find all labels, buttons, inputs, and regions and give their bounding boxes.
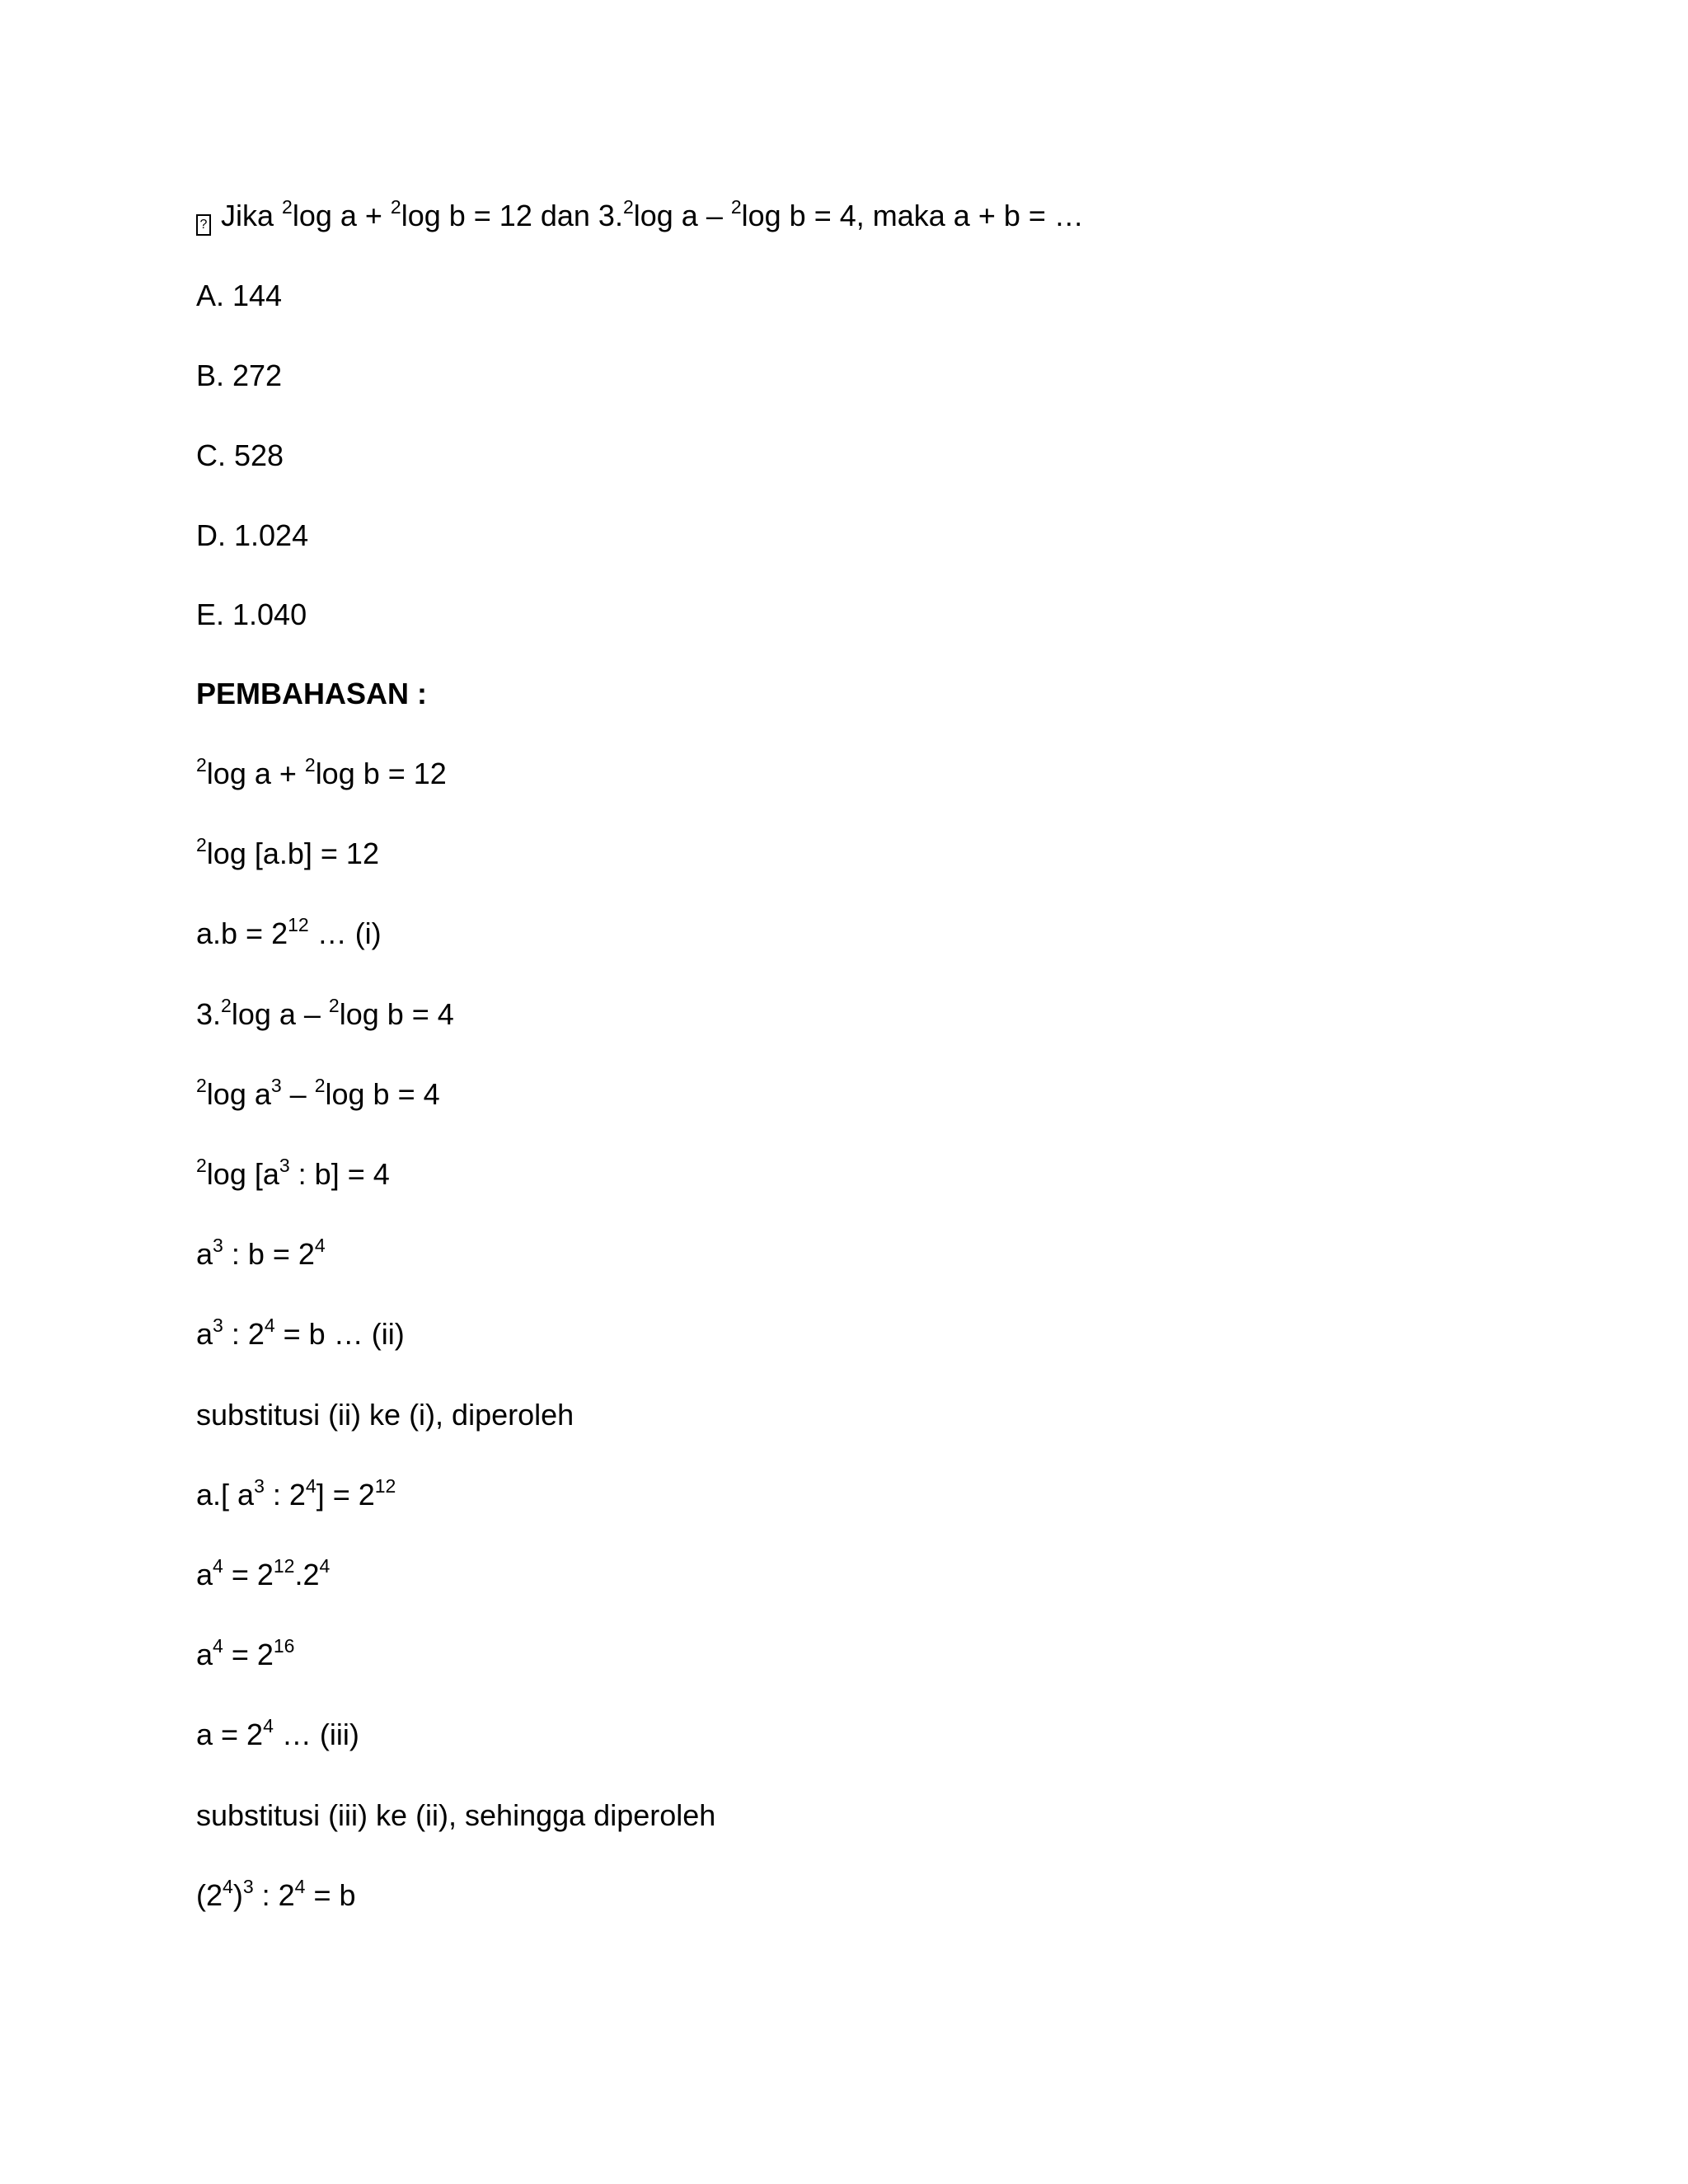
superscript: 2 (304, 754, 316, 776)
text-segment: : 2 (223, 1317, 265, 1351)
text-segment: log b = 4 (339, 997, 454, 1031)
text-segment: a (196, 1237, 213, 1271)
text-segment: = 2 (223, 1558, 274, 1591)
text-segment: log a – (231, 997, 329, 1031)
solution-step-line (196, 756, 447, 792)
option-d: D. 1.024 (196, 518, 309, 552)
option-b: B. 272 (196, 359, 283, 392)
superscript: 3 (270, 1075, 282, 1096)
superscript: 4 (213, 1635, 223, 1657)
text-segment: : b] = 4 (289, 1157, 390, 1191)
text-segment: log a + (292, 199, 391, 232)
text-segment: = b (305, 1878, 356, 1912)
superscript: 3 (279, 1155, 290, 1176)
solution-step-line (196, 1477, 396, 1513)
solution-step-line (196, 996, 454, 1033)
text-segment: = 2 (223, 1638, 274, 1671)
superscript: 4 (223, 1876, 233, 1897)
text-segment: .2 (294, 1558, 320, 1591)
superscript: 3 (213, 1315, 223, 1336)
text-segment: a = 2 (196, 1718, 264, 1751)
solution-step-line (196, 1156, 390, 1193)
text-segment: log a + (206, 757, 305, 790)
superscript: 2 (196, 834, 207, 855)
text-segment: a (196, 1638, 213, 1671)
text-segment: log b = 12 (315, 757, 447, 790)
solution-step-line (196, 916, 382, 952)
superscript: 2 (622, 196, 634, 218)
text-segment: log b = 12 dan 3. (401, 199, 623, 232)
text-segment: substitusi (iii) ke (ii), sehingga diperoleh (196, 1798, 716, 1832)
superscript: 4 (319, 1555, 331, 1577)
solution-step-line (196, 1877, 356, 1914)
solution-step-line (196, 1557, 330, 1593)
text-segment: a (196, 1317, 213, 1351)
superscript: 4 (305, 1475, 316, 1497)
superscript: 2 (221, 995, 232, 1016)
superscript: 2 (390, 196, 401, 218)
solution-step-line (196, 836, 379, 872)
text-segment: – (281, 1077, 315, 1111)
solution-step-line (196, 1076, 440, 1113)
text-segment: : 2 (253, 1878, 295, 1912)
text-segment: substitusi (ii) ke (i), diperoleh (196, 1398, 574, 1432)
option-c: C. 528 (196, 438, 284, 472)
superscript: 3 (254, 1475, 265, 1497)
text-segment: a (196, 1558, 213, 1591)
superscript: 12 (273, 1555, 295, 1577)
text-segment: log a – (633, 199, 731, 232)
solution-step-line (196, 1717, 359, 1753)
text-segment: a.b = 2 (196, 916, 288, 950)
text-segment: : 2 (264, 1478, 306, 1511)
text-segment: : b = 2 (223, 1237, 315, 1271)
solution-step-line (196, 1397, 574, 1433)
superscript: 2 (314, 1075, 326, 1096)
option-a: A. 144 (196, 279, 283, 312)
superscript: 16 (273, 1635, 295, 1657)
solution-step-line (196, 1637, 294, 1673)
question-line (196, 198, 1084, 236)
superscript: 12 (288, 914, 309, 935)
superscript: 12 (374, 1475, 396, 1497)
text-segment: (2 (196, 1878, 223, 1912)
solution-step-line (196, 1797, 715, 1834)
superscript: 2 (196, 754, 207, 776)
text-segment: = b … (ii) (274, 1317, 405, 1351)
text-segment: 3. (196, 997, 222, 1031)
missing-glyph-icon (196, 214, 211, 236)
missing-glyph-marker: ? (199, 218, 208, 232)
superscript: 4 (314, 1235, 326, 1256)
superscript: 2 (196, 1075, 207, 1096)
text-segment: log [a (206, 1157, 279, 1191)
superscript: 3 (213, 1235, 223, 1256)
superscript: 2 (196, 1155, 207, 1176)
superscript: 4 (264, 1315, 275, 1336)
text-segment: log [a.b] = 12 (206, 837, 379, 870)
text-segment: log b = 4 (325, 1077, 440, 1111)
section-title: PEMBAHASAN : (196, 677, 428, 710)
text-segment: Jika (221, 199, 283, 232)
superscript: 2 (282, 196, 293, 218)
superscript: 2 (328, 995, 340, 1016)
text-segment: … (iii) (273, 1718, 359, 1751)
superscript: 4 (263, 1715, 274, 1736)
text-segment: ] = 2 (316, 1478, 375, 1511)
text-segment: ) (232, 1878, 243, 1912)
superscript: 3 (242, 1876, 254, 1897)
text-segment: log b = 4, maka a + b = … (741, 199, 1084, 232)
question-text (221, 196, 1084, 232)
solution-step-line (196, 1316, 405, 1352)
superscript: 4 (294, 1876, 306, 1897)
superscript: 4 (213, 1555, 223, 1577)
text-segment: … (i) (308, 916, 382, 950)
superscript: 2 (730, 196, 742, 218)
option-e: E. 1.040 (196, 598, 307, 631)
text-segment: a.[ a (196, 1478, 255, 1511)
solution-step-line (196, 1236, 326, 1272)
text-segment: log a (206, 1077, 271, 1111)
